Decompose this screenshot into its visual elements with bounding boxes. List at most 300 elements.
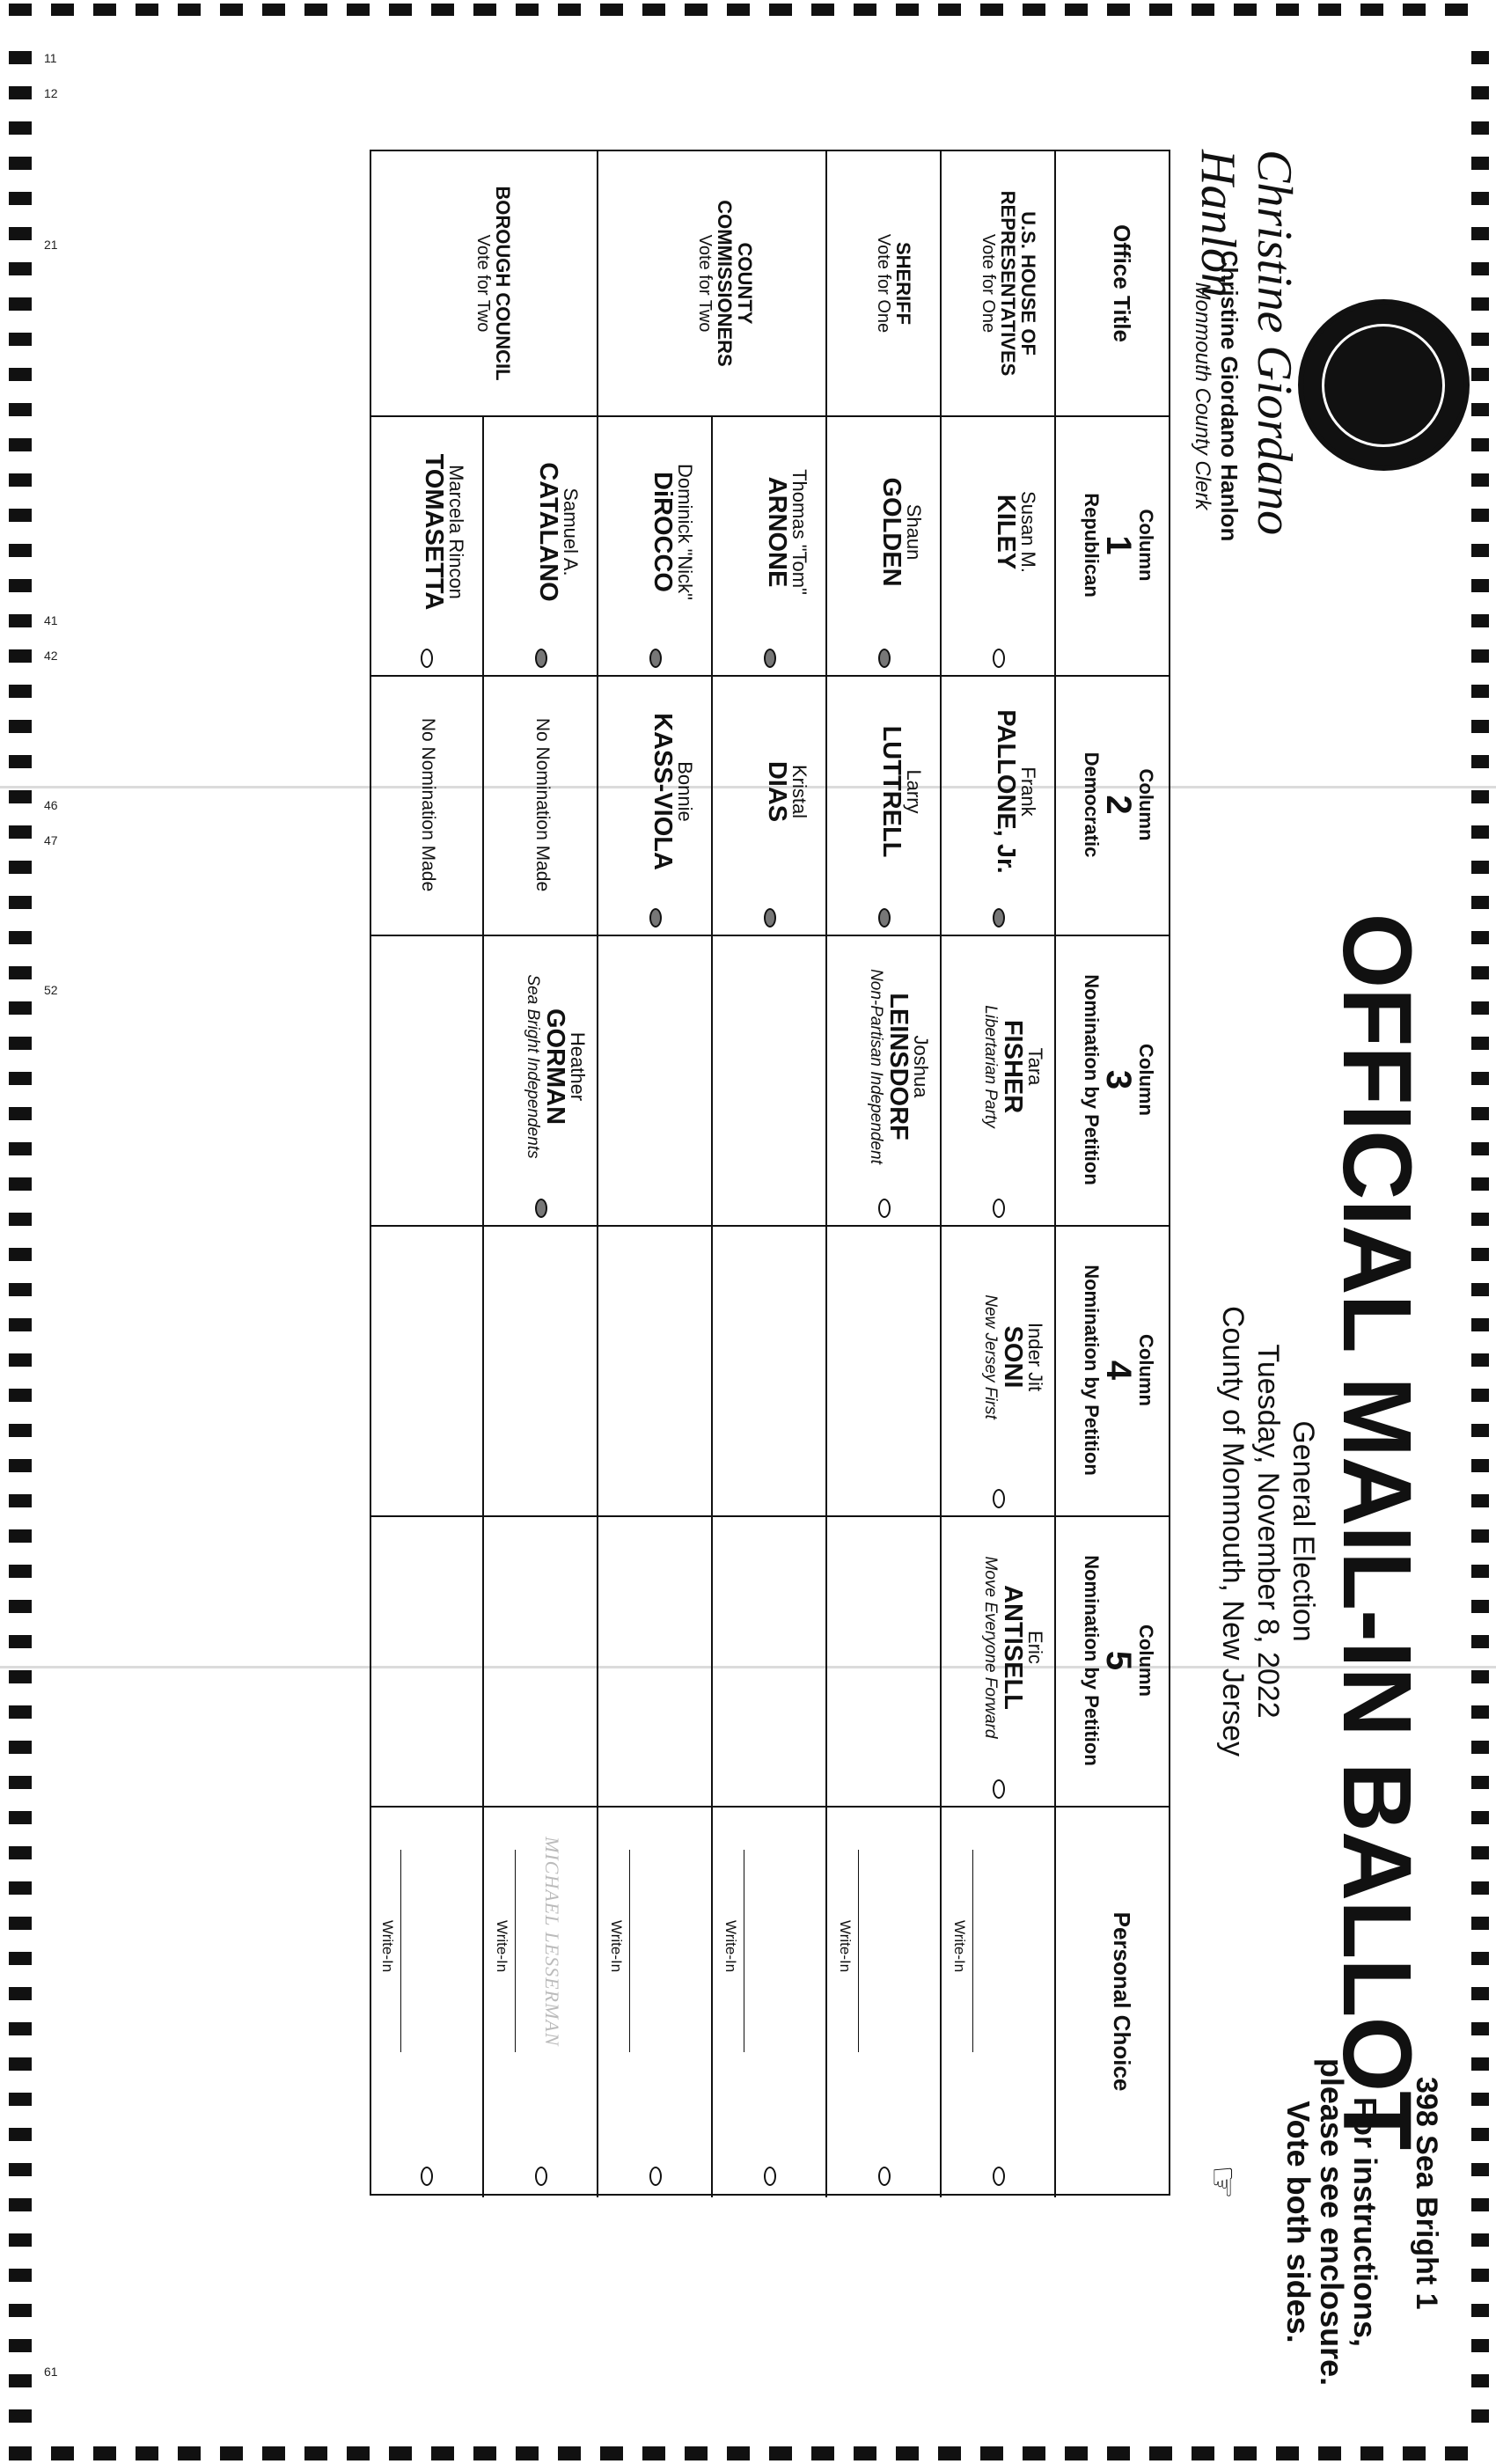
timing-mark bbox=[9, 1494, 32, 1507]
column-number: 2 bbox=[1099, 795, 1138, 815]
timing-mark bbox=[304, 2446, 327, 2460]
column-party: Nomination by Petition bbox=[1081, 1265, 1103, 1476]
timing-mark bbox=[1471, 1705, 1489, 1719]
timing-mark bbox=[136, 4, 158, 16]
candidate-affiliation: Libertarian Party bbox=[980, 1005, 1000, 1128]
timing-mark bbox=[1471, 2022, 1489, 2035]
timing-mark bbox=[1065, 4, 1088, 16]
timing-mark bbox=[262, 2446, 285, 2460]
timing-mark bbox=[9, 262, 32, 275]
timing-mark bbox=[1471, 1424, 1489, 1437]
column-label: Column bbox=[1135, 509, 1157, 582]
election-date: Tuesday, November 8, 2022 bbox=[1251, 1344, 1285, 1719]
timing-mark bbox=[685, 2446, 708, 2460]
column-party: Nomination by Petition bbox=[1081, 1555, 1103, 1766]
timing-mark bbox=[685, 4, 708, 16]
timing-mark bbox=[431, 2446, 454, 2460]
timing-mark bbox=[9, 966, 32, 979]
timing-mark bbox=[304, 4, 327, 16]
candidate-first-name: Kristal bbox=[788, 764, 810, 819]
timing-mark bbox=[9, 1424, 32, 1437]
candidate-first-name: Frank bbox=[1017, 766, 1039, 817]
candidate-first-name: Joshua bbox=[910, 1035, 932, 1098]
office-sheriff bbox=[873, 151, 913, 415]
timing-mark bbox=[1471, 579, 1489, 592]
timing-mark bbox=[1471, 931, 1489, 944]
timing-mark bbox=[9, 861, 32, 874]
timing-mark bbox=[220, 2446, 243, 2460]
column-label: Column bbox=[1135, 1624, 1157, 1697]
timing-mark bbox=[1360, 2446, 1383, 2460]
timing-mark bbox=[9, 1001, 32, 1015]
timing-mark bbox=[9, 1213, 32, 1226]
column-3-header bbox=[1082, 935, 1155, 1225]
timing-mark bbox=[9, 1072, 32, 1085]
timing-mark bbox=[1276, 2446, 1299, 2460]
timing-mark bbox=[1471, 1776, 1489, 1789]
vote-oval-marked[interactable] bbox=[535, 1199, 547, 1218]
timing-mark bbox=[1471, 1248, 1489, 1261]
timing-mark bbox=[1471, 192, 1489, 205]
candidate-dirocco bbox=[649, 415, 695, 649]
timing-mark bbox=[1471, 403, 1489, 416]
timing-mark bbox=[473, 4, 496, 16]
timing-mark bbox=[9, 1635, 32, 1648]
timing-mark bbox=[727, 4, 750, 16]
candidate-last-name: CATALANO bbox=[533, 462, 562, 602]
write-in-oval[interactable] bbox=[878, 2167, 891, 2186]
candidate-first-name: Bonnie bbox=[674, 761, 696, 822]
timing-mark bbox=[9, 1283, 32, 1296]
timing-mark bbox=[1318, 4, 1341, 16]
instruction-line: Vote both sides. bbox=[1280, 2101, 1317, 2343]
timing-mark bbox=[9, 157, 32, 170]
timing-mark bbox=[1471, 1072, 1489, 1085]
row-number: 47 bbox=[44, 833, 58, 847]
timing-mark bbox=[1471, 544, 1489, 557]
timing-mark bbox=[642, 2446, 665, 2460]
candidate-first-name: Heather bbox=[567, 1031, 589, 1102]
timing-mark bbox=[9, 2233, 32, 2247]
column-party: Republican bbox=[1081, 493, 1103, 598]
candidate-first-name: Dominick "Nick" bbox=[674, 464, 696, 600]
timing-mark bbox=[1234, 2446, 1257, 2460]
timing-mark bbox=[1471, 51, 1489, 64]
column-5-header bbox=[1082, 1515, 1155, 1806]
candidate-first-name: Susan M. bbox=[1017, 491, 1039, 573]
timing-mark bbox=[9, 720, 32, 733]
timing-mark bbox=[9, 1846, 32, 1859]
office-house bbox=[978, 151, 1038, 415]
timing-mark bbox=[389, 4, 412, 16]
timing-mark bbox=[896, 4, 919, 16]
column-party: Democratic bbox=[1081, 752, 1103, 858]
timing-mark bbox=[1149, 4, 1172, 16]
timing-mark bbox=[1471, 1846, 1489, 1859]
candidate-soni bbox=[980, 1225, 1045, 1489]
row-number: 46 bbox=[44, 798, 58, 812]
personal-choice-header: Personal Choice bbox=[1109, 1911, 1135, 2092]
timing-mark bbox=[1471, 1001, 1489, 1015]
timing-mark bbox=[1471, 1917, 1489, 1930]
timing-mark bbox=[1471, 121, 1489, 135]
candidate-first-name: Eric bbox=[1024, 1631, 1046, 1664]
timing-mark bbox=[178, 4, 201, 16]
timing-mark bbox=[9, 579, 32, 592]
candidate-fisher bbox=[980, 935, 1045, 1199]
office-council bbox=[473, 151, 513, 415]
column-number: 5 bbox=[1099, 1650, 1138, 1671]
vote-oval-marked[interactable] bbox=[878, 908, 891, 928]
timing-mark bbox=[1471, 1318, 1489, 1331]
vote-oval[interactable] bbox=[421, 649, 433, 668]
timing-mark bbox=[9, 4, 32, 16]
candidate-last-name: GOLDEN bbox=[876, 477, 906, 587]
vote-oval[interactable] bbox=[993, 1199, 1005, 1218]
timing-mark bbox=[178, 2446, 201, 2460]
timing-mark bbox=[1234, 4, 1257, 16]
timing-mark bbox=[262, 4, 285, 16]
timing-mark bbox=[1471, 1353, 1489, 1367]
timing-mark bbox=[9, 685, 32, 698]
ballot-grid bbox=[370, 150, 1170, 2196]
instructions bbox=[1282, 2033, 1382, 2411]
timing-mark bbox=[980, 2446, 1003, 2460]
timing-mark bbox=[1471, 790, 1489, 803]
timing-mark bbox=[1471, 896, 1489, 909]
timing-mark bbox=[1471, 861, 1489, 874]
timing-mark bbox=[9, 1565, 32, 1578]
timing-mark bbox=[1471, 157, 1489, 170]
timing-mark bbox=[1471, 297, 1489, 311]
timing-mark bbox=[1023, 4, 1045, 16]
timing-mark bbox=[1065, 2446, 1088, 2460]
timing-mark bbox=[1471, 1670, 1489, 1683]
timing-mark bbox=[9, 896, 32, 909]
pointing-hand-icon: ☞ bbox=[1201, 2165, 1244, 2200]
timing-mark bbox=[9, 1705, 32, 1719]
write-in-label: Write-In bbox=[951, 1920, 968, 1973]
ballot-sheet bbox=[299, 150, 1443, 2411]
office-name: BOROUGH COUNCIL bbox=[492, 186, 514, 381]
vote-for: Vote for One bbox=[978, 233, 998, 334]
row-number: 61 bbox=[44, 2365, 58, 2379]
timing-mark bbox=[980, 4, 1003, 16]
timing-mark bbox=[9, 2446, 32, 2460]
timing-mark bbox=[1149, 2446, 1172, 2460]
timing-mark bbox=[431, 4, 454, 16]
timing-mark bbox=[1471, 825, 1489, 839]
write-in-label: Write-In bbox=[722, 1920, 739, 1973]
candidate-affiliation: Sea Bright Independents bbox=[523, 974, 542, 1159]
timing-mark bbox=[1471, 2374, 1489, 2387]
candidate-catalano bbox=[535, 415, 581, 649]
timing-mark bbox=[1471, 685, 1489, 698]
candidate-pallone bbox=[993, 675, 1038, 908]
write-in-label: Write-In bbox=[494, 1920, 510, 1973]
timing-mark bbox=[1471, 649, 1489, 663]
timing-mark bbox=[558, 4, 581, 16]
timing-mark bbox=[1471, 473, 1489, 487]
timing-mark bbox=[1471, 1600, 1489, 1613]
timing-mark bbox=[9, 2339, 32, 2352]
column-label: Column bbox=[1135, 1044, 1157, 1116]
timing-mark bbox=[9, 509, 32, 522]
vote-for: Vote for One bbox=[873, 233, 893, 334]
candidate-dias bbox=[764, 675, 810, 908]
timing-mark bbox=[1471, 1952, 1489, 1965]
column-2-header bbox=[1082, 675, 1155, 935]
timing-mark bbox=[1471, 2198, 1489, 2211]
vote-oval[interactable] bbox=[878, 1199, 891, 1218]
timing-mark bbox=[9, 1741, 32, 1754]
candidate-golden bbox=[878, 415, 924, 649]
handwritten-write-in: MICHAEL LESSERMAN bbox=[541, 1837, 563, 2047]
no-nomination: No Nomination Made bbox=[418, 717, 438, 892]
candidate-last-name: KASS-VIOLA bbox=[648, 713, 677, 870]
candidate-last-name: ARNONE bbox=[762, 476, 791, 588]
timing-mark bbox=[93, 4, 116, 16]
candidate-gorman bbox=[523, 935, 588, 1199]
timing-mark bbox=[9, 121, 32, 135]
office-name: U.S. HOUSE OF REPRESENTATIVES bbox=[996, 190, 1039, 377]
timing-mark bbox=[9, 2304, 32, 2317]
candidate-last-name: GORMAN bbox=[540, 1008, 569, 1126]
timing-mark bbox=[51, 4, 74, 16]
candidate-affiliation: Non-Partisan Independent bbox=[866, 969, 885, 1164]
timing-mark bbox=[9, 649, 32, 663]
column-party: Nomination by Petition bbox=[1081, 974, 1103, 1185]
row-number: 41 bbox=[44, 613, 58, 627]
timing-mark bbox=[1471, 1987, 1489, 2000]
timing-mark bbox=[9, 403, 32, 416]
candidate-last-name: KILEY bbox=[991, 494, 1020, 570]
column-number: 4 bbox=[1099, 1360, 1138, 1381]
timing-mark bbox=[1471, 86, 1489, 99]
candidate-last-name: DIAS bbox=[762, 760, 791, 823]
timing-mark bbox=[1471, 2163, 1489, 2176]
timing-mark bbox=[389, 2446, 412, 2460]
vote-oval-marked[interactable] bbox=[764, 908, 776, 928]
timing-mark bbox=[9, 1529, 32, 1543]
column-4-header bbox=[1082, 1225, 1155, 1515]
timing-mark bbox=[347, 4, 370, 16]
timing-mark bbox=[9, 1670, 32, 1683]
clerk-title: Monmouth County Clerk bbox=[1191, 282, 1214, 510]
timing-mark bbox=[1471, 368, 1489, 381]
timing-mark bbox=[9, 1248, 32, 1261]
timing-mark bbox=[9, 1952, 32, 1965]
vote-oval[interactable] bbox=[993, 1779, 1005, 1799]
write-in-oval[interactable] bbox=[421, 2167, 433, 2186]
timing-mark bbox=[9, 1776, 32, 1789]
vote-oval-marked[interactable] bbox=[649, 908, 662, 928]
row-number: 21 bbox=[44, 238, 58, 252]
timing-mark bbox=[9, 1811, 32, 1824]
timing-mark bbox=[1023, 2446, 1045, 2460]
candidate-last-name: TOMASETTA bbox=[419, 453, 448, 611]
timing-mark bbox=[51, 2446, 74, 2460]
vote-for: Vote for Two bbox=[694, 234, 715, 333]
vote-oval[interactable] bbox=[993, 1489, 1005, 1508]
candidate-arnone bbox=[764, 415, 810, 649]
county-seal bbox=[1298, 299, 1470, 471]
candidate-last-name: ANTISELL bbox=[998, 1585, 1027, 1710]
timing-mark bbox=[516, 4, 539, 16]
candidate-affiliation: Move Everyone Forward bbox=[980, 1556, 1000, 1739]
timing-mark bbox=[9, 755, 32, 768]
timing-mark bbox=[9, 1459, 32, 1472]
write-in-oval[interactable] bbox=[649, 2167, 662, 2186]
timing-mark bbox=[9, 438, 32, 451]
timing-mark bbox=[9, 473, 32, 487]
clerk-name: Christine Giordano Hanlon bbox=[1216, 250, 1243, 542]
timing-mark bbox=[854, 2446, 876, 2460]
timing-mark bbox=[1471, 438, 1489, 451]
timing-mark bbox=[769, 4, 792, 16]
candidate-luttrell bbox=[878, 675, 924, 908]
timing-mark bbox=[9, 825, 32, 839]
timing-mark bbox=[9, 1987, 32, 2000]
timing-mark bbox=[1471, 2093, 1489, 2106]
timing-mark bbox=[9, 1600, 32, 1613]
timing-mark bbox=[1471, 2304, 1489, 2317]
vote-oval-marked[interactable] bbox=[649, 649, 662, 668]
timing-mark bbox=[1471, 2339, 1489, 2352]
column-number: 1 bbox=[1099, 535, 1138, 555]
timing-mark bbox=[1445, 4, 1468, 16]
timing-mark bbox=[558, 2446, 581, 2460]
write-in-oval[interactable] bbox=[764, 2167, 776, 2186]
timing-mark bbox=[811, 2446, 834, 2460]
timing-mark bbox=[9, 2409, 32, 2423]
timing-mark bbox=[1192, 4, 1214, 16]
timing-mark bbox=[9, 1107, 32, 1120]
candidate-last-name: LEINSDORF bbox=[884, 993, 913, 1140]
timing-mark bbox=[1471, 755, 1489, 768]
timing-mark bbox=[1471, 262, 1489, 275]
clerk-signature: Christine Giordano Hanlon bbox=[1191, 150, 1302, 536]
timing-mark bbox=[1471, 2269, 1489, 2282]
candidate-first-name: Marcela Rincon bbox=[445, 465, 467, 599]
timing-mark bbox=[1471, 2128, 1489, 2141]
timing-mark bbox=[9, 790, 32, 803]
timing-mark bbox=[347, 2446, 370, 2460]
timing-mark bbox=[1471, 1881, 1489, 1895]
column-number: 3 bbox=[1099, 1069, 1138, 1090]
timing-mark bbox=[1471, 1565, 1489, 1578]
ballot-title: OFFICIAL MAIL-IN BALLOT bbox=[1323, 913, 1431, 2150]
timing-mark bbox=[1471, 1037, 1489, 1050]
office-name: COUNTY COMMISSIONERS bbox=[713, 200, 756, 367]
vote-oval[interactable] bbox=[993, 649, 1005, 668]
timing-mark bbox=[516, 2446, 539, 2460]
candidate-last-name: SONI bbox=[998, 1325, 1027, 1389]
timing-mark bbox=[9, 2269, 32, 2282]
timing-mark bbox=[1318, 2446, 1341, 2460]
candidate-last-name: PALLONE, Jr. bbox=[991, 709, 1020, 874]
ballot-id: 398 Sea Bright 1 bbox=[1410, 2077, 1443, 2310]
timing-mark bbox=[727, 2446, 750, 2460]
timing-mark bbox=[811, 4, 834, 16]
timing-mark bbox=[1107, 4, 1130, 16]
candidate-kass-viola bbox=[649, 675, 695, 908]
timing-mark bbox=[1107, 2446, 1130, 2460]
timing-mark bbox=[769, 2446, 792, 2460]
no-nomination: No Nomination Made bbox=[532, 717, 553, 892]
timing-mark bbox=[1471, 1635, 1489, 1648]
write-in-oval[interactable] bbox=[993, 2167, 1005, 2186]
instruction-line: please see enclosure. bbox=[1314, 2057, 1351, 2387]
candidate-first-name: Inder Jit bbox=[1024, 1322, 1046, 1392]
timing-mark bbox=[9, 1177, 32, 1191]
candidate-last-name: FISHER bbox=[998, 1019, 1027, 1114]
timing-mark bbox=[9, 1917, 32, 1930]
write-in-oval[interactable] bbox=[535, 2167, 547, 2186]
timing-mark bbox=[93, 2446, 116, 2460]
vote-oval-marked[interactable] bbox=[993, 908, 1005, 928]
election-name: General Election bbox=[1287, 1420, 1320, 1642]
row-number: 12 bbox=[44, 86, 58, 100]
candidate-affiliation: New Jersey First bbox=[980, 1294, 1000, 1419]
timing-mark bbox=[1471, 2057, 1489, 2071]
office-name: SHERIFF bbox=[892, 241, 914, 326]
timing-mark bbox=[9, 2198, 32, 2211]
vote-oval-marked[interactable] bbox=[764, 649, 776, 668]
timing-mark bbox=[9, 2128, 32, 2141]
row-number: 42 bbox=[44, 649, 58, 663]
timing-mark bbox=[136, 2446, 158, 2460]
timing-mark bbox=[9, 1881, 32, 1895]
timing-mark bbox=[1471, 614, 1489, 627]
timing-mark bbox=[1471, 509, 1489, 522]
vote-oval-marked[interactable] bbox=[535, 649, 547, 668]
timing-mark bbox=[9, 544, 32, 557]
timing-mark bbox=[9, 1142, 32, 1155]
candidate-antisell bbox=[980, 1515, 1045, 1779]
candidate-leinsdorf bbox=[866, 935, 931, 1199]
timing-mark bbox=[9, 192, 32, 205]
office-commissioners bbox=[694, 169, 755, 398]
candidate-kiley bbox=[993, 415, 1038, 649]
timing-mark bbox=[854, 4, 876, 16]
candidate-first-name: Thomas "Tom" bbox=[788, 469, 810, 595]
timing-mark bbox=[1276, 4, 1299, 16]
timing-mark bbox=[9, 614, 32, 627]
column-label: Column bbox=[1135, 768, 1157, 841]
vote-for: Vote for Two bbox=[473, 234, 493, 333]
vote-oval-marked[interactable] bbox=[878, 649, 891, 668]
timing-mark bbox=[9, 2022, 32, 2035]
timing-mark bbox=[1471, 1459, 1489, 1472]
timing-mark bbox=[1471, 1283, 1489, 1296]
candidate-last-name: LUTTRELL bbox=[876, 725, 906, 858]
timing-mark bbox=[9, 1353, 32, 1367]
election-county: County of Monmouth, New Jersey bbox=[1216, 1305, 1250, 1757]
write-in-label: Write-In bbox=[608, 1920, 625, 1973]
timing-mark bbox=[600, 2446, 623, 2460]
timing-mark bbox=[1445, 2446, 1468, 2460]
timing-mark bbox=[1471, 1107, 1489, 1120]
column-label: Column bbox=[1135, 1334, 1157, 1406]
timing-mark bbox=[9, 2374, 32, 2387]
timing-mark bbox=[1471, 1741, 1489, 1754]
timing-mark bbox=[1471, 720, 1489, 733]
timing-mark bbox=[938, 2446, 961, 2460]
timing-mark bbox=[9, 51, 32, 64]
timing-mark bbox=[1471, 227, 1489, 240]
column-1-header bbox=[1082, 415, 1155, 675]
